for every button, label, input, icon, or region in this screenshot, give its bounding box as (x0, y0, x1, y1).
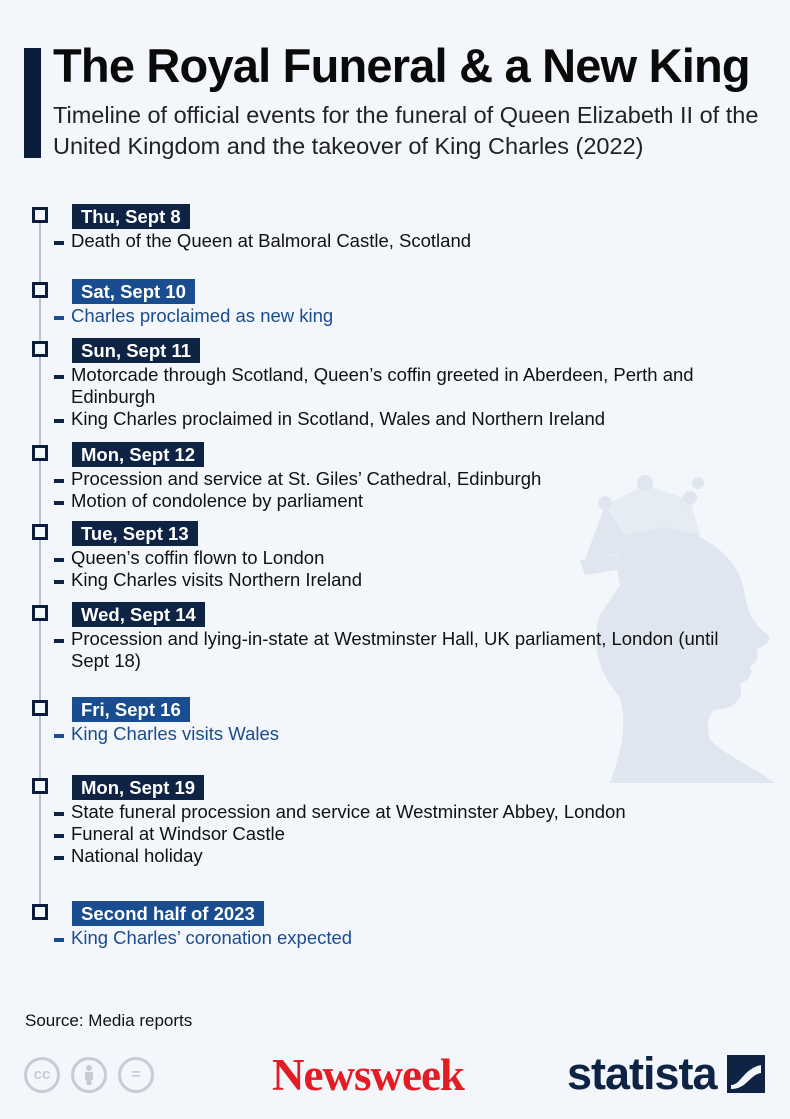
event-item (0, 364, 721, 408)
event-item-text: King Charles’ coronation expected (71, 927, 353, 948)
bullet-dash-icon (54, 639, 64, 643)
bullet-dash-icon (54, 479, 64, 483)
statista-logo: statista (567, 1048, 717, 1099)
page-subtitle: Timeline of official events for the funeral of Queen Elizabeth II of the United Kingdom and the takeover of King Charles (2022) (53, 102, 759, 159)
event-date: Sat, Sept 10 (72, 279, 195, 304)
timeline-marker-icon (32, 282, 48, 298)
event-item-text: Motion of condolence by parliament (71, 490, 364, 511)
event-items (0, 628, 721, 672)
event-item-text: Queen’s coffin flown to London (71, 547, 325, 568)
event-item (0, 547, 721, 569)
event-date: Sun, Sept 11 (72, 338, 200, 363)
event-item-text: Procession and service at St. Giles’ Cathedral, Edinburgh (71, 468, 542, 489)
event-date: Thu, Sept 8 (72, 204, 190, 229)
event-date: Wed, Sept 14 (72, 602, 205, 627)
event-item (0, 801, 721, 823)
bullet-dash-icon (54, 812, 64, 816)
event-item (0, 490, 721, 512)
bullet-dash-icon (54, 834, 64, 838)
event-item-text: Funeral at Windsor Castle (71, 823, 285, 844)
event-date: Tue, Sept 13 (72, 521, 198, 546)
event-item (0, 468, 721, 490)
event-item (0, 927, 721, 949)
event-date: Mon, Sept 19 (72, 775, 204, 800)
event-date: Second half of 2023 (72, 901, 264, 926)
timeline-marker-icon (32, 700, 48, 716)
event-items (0, 801, 721, 867)
bullet-dash-icon (54, 558, 64, 562)
event-items (0, 468, 721, 512)
timeline-marker-icon (32, 605, 48, 621)
event-item-text: King Charles visits Northern Ireland (71, 569, 362, 590)
event-items (0, 364, 721, 430)
timeline-marker-icon (32, 524, 48, 540)
event-item-text: Motorcade through Scotland, Queen’s coffin greeted in Aberdeen, Perth and Edinburgh (71, 364, 694, 407)
event-item (0, 723, 721, 745)
bullet-dash-icon (54, 241, 64, 245)
event-date: Mon, Sept 12 (72, 442, 204, 467)
event-item (0, 408, 721, 430)
bullet-dash-icon (54, 856, 64, 860)
timeline-marker-icon (32, 207, 48, 223)
statista-mark-icon (727, 1055, 765, 1093)
attribution-icon (71, 1057, 107, 1093)
event-items (0, 305, 721, 327)
bullet-dash-icon (54, 580, 64, 584)
event-item (0, 823, 721, 845)
event-item-text: Procession and lying-in-state at Westminster Hall, UK parliament, London (until Sept 18) (71, 628, 719, 671)
page-title: The Royal Funeral & a New King (53, 39, 750, 92)
event-item (0, 628, 721, 672)
title-accent-bar (24, 48, 41, 158)
bullet-dash-icon (54, 501, 64, 505)
bullet-dash-icon (54, 938, 64, 942)
bullet-dash-icon (54, 419, 64, 423)
bullet-dash-icon (54, 375, 64, 379)
timeline-marker-icon (32, 904, 48, 920)
timeline-marker-icon (32, 341, 48, 357)
event-items (0, 927, 721, 949)
event-item-text: National holiday (71, 845, 203, 866)
newsweek-logo: Newsweek (272, 1050, 464, 1100)
event-item (0, 569, 721, 591)
cc-icon: cc (24, 1057, 60, 1093)
bullet-dash-icon (54, 316, 64, 320)
timeline-marker-icon (32, 778, 48, 794)
event-item (0, 845, 721, 867)
event-item-text: Death of the Queen at Balmoral Castle, Scotland (71, 230, 472, 251)
event-item (0, 305, 721, 327)
bullet-dash-icon (54, 734, 64, 738)
event-item-text: King Charles proclaimed in Scotland, Wales and Northern Ireland (71, 408, 606, 429)
source-note: Source: Media reports (25, 1011, 193, 1030)
event-date: Fri, Sept 16 (72, 697, 190, 722)
event-items (0, 547, 721, 591)
no-derivatives-icon: = (118, 1057, 154, 1093)
event-item-text: King Charles visits Wales (71, 723, 280, 744)
event-items (0, 230, 721, 252)
event-item-text: State funeral procession and service at Westminster Abbey, London (71, 801, 626, 822)
event-item-text: Charles proclaimed as new king (71, 305, 334, 326)
event-items (0, 723, 721, 745)
timeline-marker-icon (32, 445, 48, 461)
event-item (0, 230, 721, 252)
